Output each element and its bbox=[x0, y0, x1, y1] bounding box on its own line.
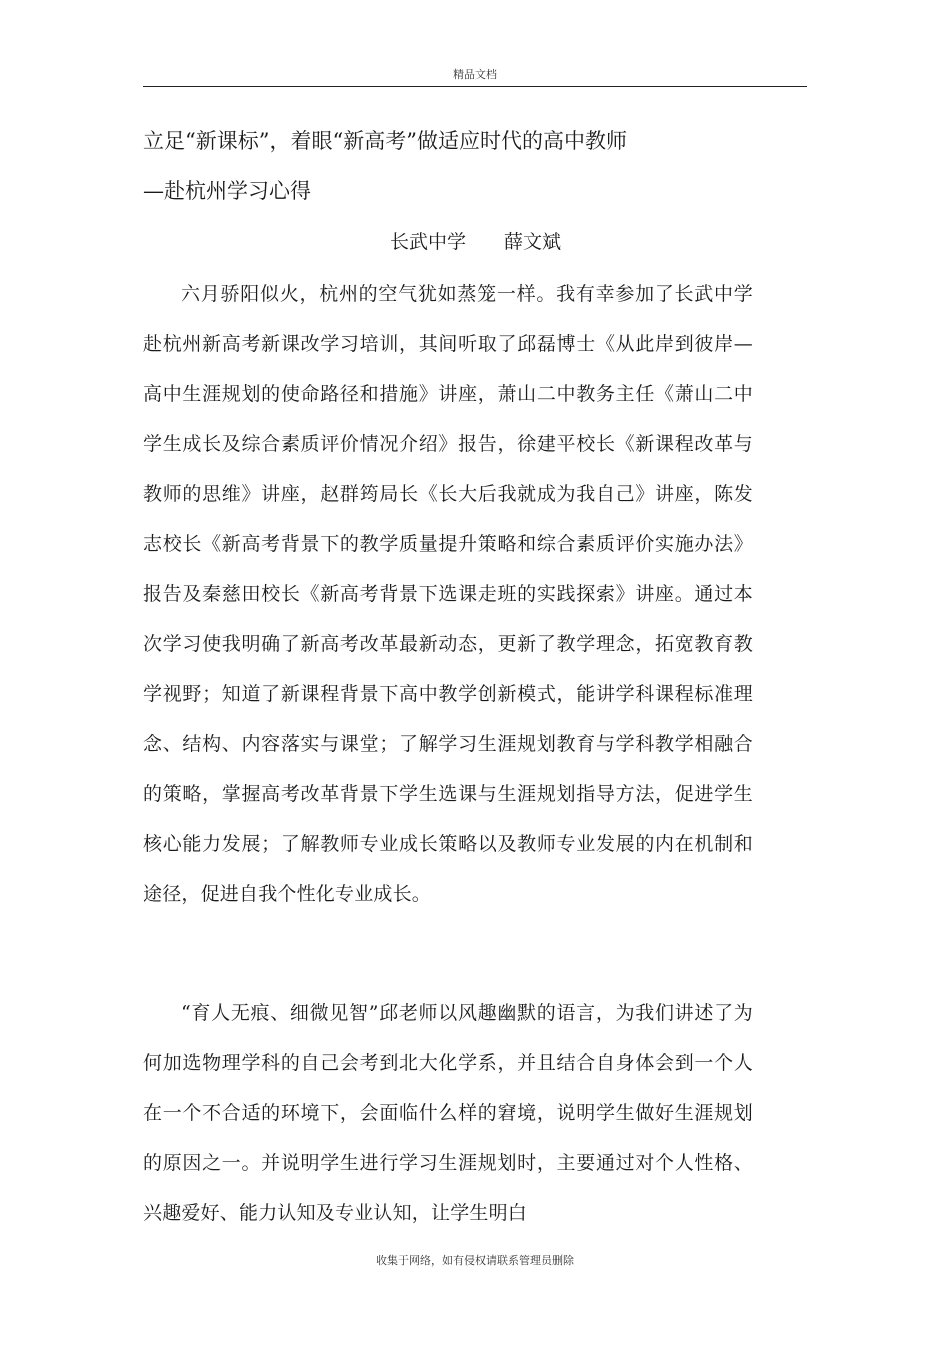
body-paragraph: “育人无痕、细微见智”邱老师以风趣幽默的语言，为我们讲述了为何加选物理学科的自己会考到北大化学系，并且结合自身体会到一个人在一个不合适的环境下，会面临什么样的窘境，说明学生做好生涯规划的原因之一。并说明学生进行学习生涯规划时，主要通过对个人性格、兴趣爱好、能力认知及专业认知，让学生明白 bbox=[143, 1002, 753, 1224]
author-name: 薛文斌 bbox=[504, 231, 562, 253]
page-header: 精品文档 bbox=[453, 68, 497, 81]
document-title: 立足“新课标”，着眼“新高考”做适应时代的高中教师 bbox=[143, 129, 627, 153]
school-name: 长武中学 bbox=[390, 231, 467, 253]
page-footer: 收集于网络，如有侵权请联系管理员删除 bbox=[376, 1254, 574, 1267]
document-subtitle: —赴杭州学习心得 bbox=[143, 179, 311, 203]
header-divider bbox=[143, 86, 807, 87]
byline bbox=[390, 228, 561, 256]
body-paragraph: 六月骄阳似火，杭州的空气犹如蒸笼一样。我有幸参加了长武中学赴杭州新高考新课改学习培训，其间听取了邱磊博士《从此岸到彼岸—高中生涯规划的使命路径和措施》讲座，萧山二中教务主任《萧山二中学生成长及综合素质评价情况介绍》报告，徐建平校长《新课程改革与教师的思维》讲座，赵群筠局长《长大后我就成为我自己》讲座，陈发志校长《新高考背景下的教学质量提升策略和综合素质评价实施办法》报告及秦慈田校长《新高考背景下选课走班的实践探索》讲座。通过本次学习使我明确了新高考改革最新动态，更新了教学理念，拓宽教育教学视野；知道了新课程背景下高中教学创新模式，能讲学科课程标准理念、结构、内容落实与课堂；了解学习生涯规划教育与学科教学相融合的策略，掌握高考改革背景下学生选课与生涯规划指导方法，促进学生核心能力发展；了解教师专业成长策略以及教师专业发展的内在机制和途径，促进自我个性化专业成长。 bbox=[143, 283, 753, 905]
